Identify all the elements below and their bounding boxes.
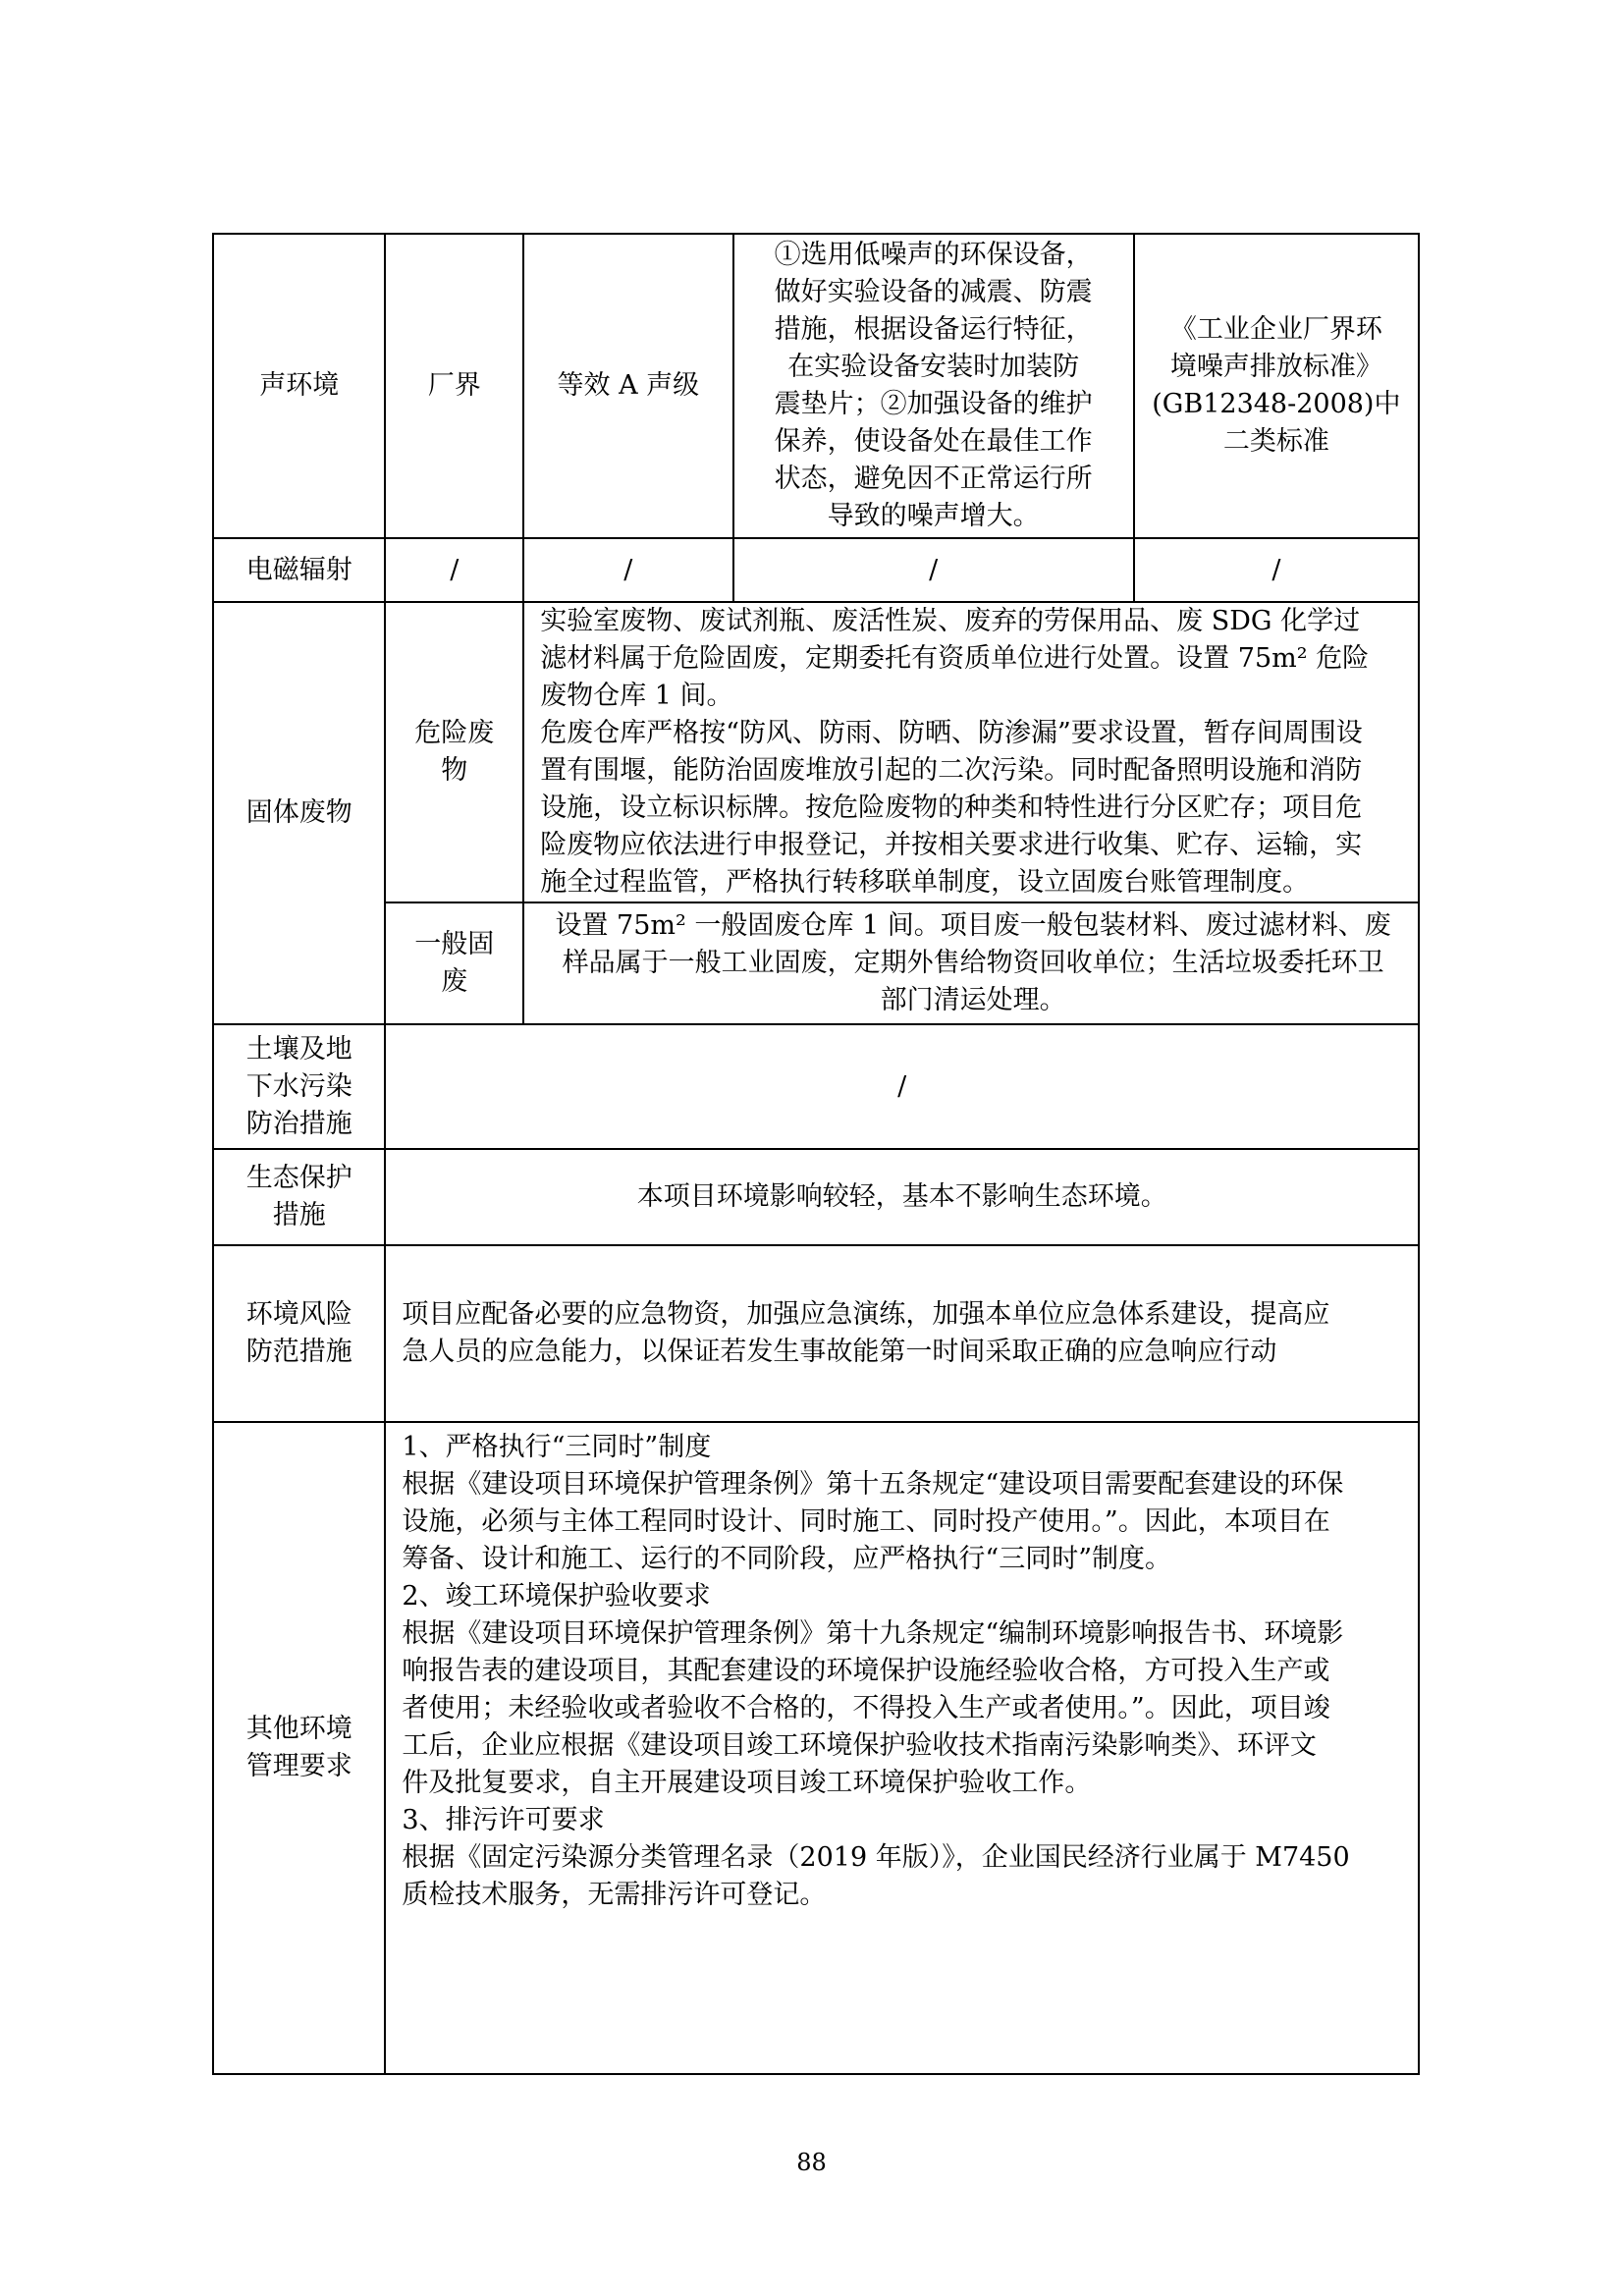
eco-value: 本项目环境影响较轻，基本不影响生态环境。 [385,1149,1419,1245]
risk-value: 项目应配备必要的应急物资，加强应急演练，加强本单位应急体系建设，提高应 急人员的应急能力，以保证若发生事故能第一时间采取正确的应急响应行动 [385,1245,1419,1422]
noise-standard: 《工业企业厂界环 境噪声排放标准》 (GB12348-2008)中 二类标准 [1134,234,1419,538]
hazardous-waste-label: 危险废 物 [385,602,523,902]
hazardous-waste-row [213,602,1419,902]
emr-row [213,538,1419,602]
other-heading-2: 2、竣工环境保护验收要求 [402,1581,711,1612]
noise-location: 厂界 [385,234,523,538]
eco-category: 生态保护 措施 [213,1149,385,1245]
risk-category: 环境风险 防范措施 [213,1245,385,1422]
general-waste-row [213,902,1419,1024]
eco-row [213,1149,1419,1245]
soil-category: 土壤及地 下水污染 防治措施 [213,1024,385,1149]
soil-row [213,1024,1419,1149]
other-requirements-text: 1、严格执行“三同时”制度 根据《建设项目环境保护管理条例》第十五条规定“建设项目需要配套建设的环保 设施，必须与主体工程同时设计、同时施工、同时投产使用。”。因此，本项目在 筹备、设计和施工、运行的不同阶段，应严格执行“三同时”制度。 2、竣工环境保护验收要求 根据《建设项目环境保护管理条例》第十九条规定“编制环境影响报告书、环境影 响报告表的建设项目，其配套建设的环境保护设施经验收合格，方可投入生产或 者使用；未经验收或者验收不合格的，不得投入生产或者使用。”。因此，项目竣 工后，企业应根据《建设项目竣工环境保护验收技术指南污染影响类》、环评文 件及批复要求，自主开展建设项目竣工环境保护验收工作。 3、排污许可要求 根据《固定污染源分类管理名录（2019 年版）》，企业国民经济行业属于 M7450 质检技术服务，无需排污许可登记。 [385,1422,1419,2074]
other-heading-1: 1、严格执行“三同时”制度 [402,1432,712,1462]
noise-row [213,234,1419,538]
soil-value: / [385,1024,1419,1149]
hazardous-waste-text: 实验室废物、废试剂瓶、废活性炭、废弃的劳保用品、废 SDG 化学过 滤材料属于危险固废，定期委托有资质单位进行处置。设置 75m² 危险 废物仓库 1 间。 危废仓库严格按“防风、防雨、防晒、防渗漏”要求设置，暂存间周围设 置有围堰，能防治固废堆放引起的二次污染。同时配备照明设施和消防 设施，设立标识标牌。按危险废物的种类和特性进行分区贮存；项目危 险废物应依法进行申报登记，并按相关要求进行收集、贮存、运输，实 施全过程监管，严格执行转移联单制度，设立固废台账管理制度。 [523,602,1419,902]
general-waste-text: 设置 75m² 一般固废仓库 1 间。项目废一般包装材料、废过滤材料、废 样品属于一般工业固废，定期外售给物资回收单位；生活垃圾委托环卫 部门清运处理。 [523,902,1419,1024]
general-waste-label: 一般固 废 [385,902,523,1024]
page-number: 88 [796,2149,827,2176]
noise-measures: ①选用低噪声的环保设备， 做好实验设备的减震、防震 措施，根据设备运行特征， 在实验设备安装时加装防 震垫片；②加强设备的维护 保养，使设备处在最佳工作 状态，避免因不正常运行所 导致的噪声增大。 [733,234,1134,538]
other-category: 其他环境 管理要求 [213,1422,385,2074]
emr-measures: / [733,538,1134,602]
risk-row [213,1245,1419,1422]
emr-location: / [385,538,523,602]
emr-standard: / [1134,538,1419,602]
other-requirements-row [213,1422,1419,2074]
noise-category: 声环境 [213,234,385,538]
solid-waste-category: 固体废物 [213,602,385,1024]
other-heading-3: 3、排污许可要求 [402,1805,605,1835]
emr-category: 电磁辐射 [213,538,385,602]
environment-measures-table [212,233,1420,2075]
noise-pollutant: 等效 A 声级 [523,234,732,538]
emr-pollutant: / [523,538,732,602]
